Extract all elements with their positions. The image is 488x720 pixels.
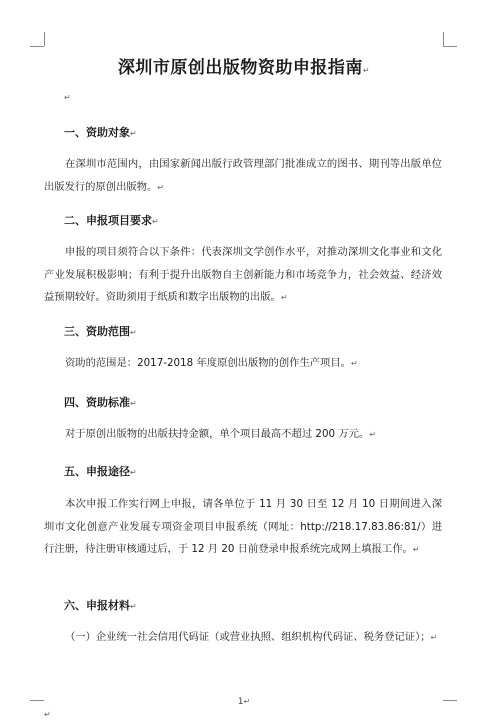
paragraph-mark: ↵ (280, 293, 288, 302)
body-paragraph (44, 241, 442, 310)
crop-mark (443, 46, 457, 47)
crop-mark (30, 46, 44, 47)
body-paragraph (44, 153, 442, 199)
paragraph-text: 在深圳市范围内，由国家新闻出版行政管理部门批准成立的图书、期刊等出版单位出版发行的原创出版物。 (44, 158, 442, 193)
paragraph-text: 本次申报工作实行网上申报，请各单位于 11 月 30 日至 12 月 10 日期间进入深圳市文化创意产业发展专项资金项目申报系统（网址：http://218.17.83.86:81/）进行注册，待注册审核通过后，于 12 月 20 日前登录申报系统完成网上填报工作。 (44, 498, 442, 555)
paragraph-mark: ↵ (152, 217, 159, 226)
paragraph-mark: ↵ (243, 697, 251, 706)
body-paragraph (44, 493, 442, 562)
paragraph-mark: ↵ (350, 359, 358, 368)
crop-mark (443, 32, 444, 46)
paragraph-mark: ↵ (130, 468, 137, 477)
heading-text: 五、申报途径 (64, 465, 130, 478)
section-heading (64, 124, 137, 140)
section-heading (64, 597, 137, 613)
document-title (0, 53, 488, 78)
paragraph-text: 申报的项目须符合以下条件：代表深圳文学创作水平，对推动深圳文化事业和文化产业发展积极影响；有利于提升出版物自主创新能力和市场竞争力，社会效益、经济效益预期较好。资助须用于纸质和数字出版物的出版。 (44, 246, 442, 303)
heading-text: 二、申报项目要求 (64, 214, 152, 227)
paragraph-text: 对于原创出版物的出版扶持金额，单个项目最高不超过 200 万元。 (65, 428, 370, 440)
empty-paragraph-mark: ↵ (44, 710, 51, 719)
paragraph-mark: ↵ (130, 602, 137, 611)
page-number (0, 697, 488, 707)
paragraph-mark: ↵ (157, 182, 164, 192)
section-heading (64, 212, 159, 228)
heading-text: 一、资助对象 (64, 126, 130, 139)
empty-paragraph-mark: ↵ (64, 93, 71, 102)
section-heading (64, 463, 137, 479)
heading-text: 四、资助标准 (64, 396, 130, 409)
paragraph-mark: ↵ (369, 430, 376, 439)
body-paragraph (44, 423, 442, 447)
paragraph-mark: ↵ (412, 545, 420, 554)
paragraph-mark: ↵ (130, 328, 137, 337)
heading-text: 六、申报材料 (64, 599, 130, 612)
paragraph-text: （一）企业统一社会信用代码证（或营业执照、组织机构代码证、税务登记证）； (65, 631, 431, 643)
section-heading (64, 323, 137, 339)
section-heading (64, 394, 137, 410)
crop-mark (44, 32, 45, 46)
paragraph-mark: ↵ (430, 633, 438, 642)
body-paragraph (44, 626, 442, 650)
heading-text: 三、资助范围 (64, 325, 130, 338)
page-number-text: 1 (237, 697, 244, 707)
paragraph-mark: ↵ (362, 66, 371, 75)
title-text: 深圳市原创出版物资助申报指南 (117, 58, 363, 78)
paragraph-mark: ↵ (130, 129, 137, 138)
body-paragraph (44, 352, 442, 376)
paragraph-mark: ↵ (130, 399, 137, 408)
paragraph-text: 资助的范围是：2017-2018 年度原创出版物的创作生产项目。 (65, 357, 351, 369)
